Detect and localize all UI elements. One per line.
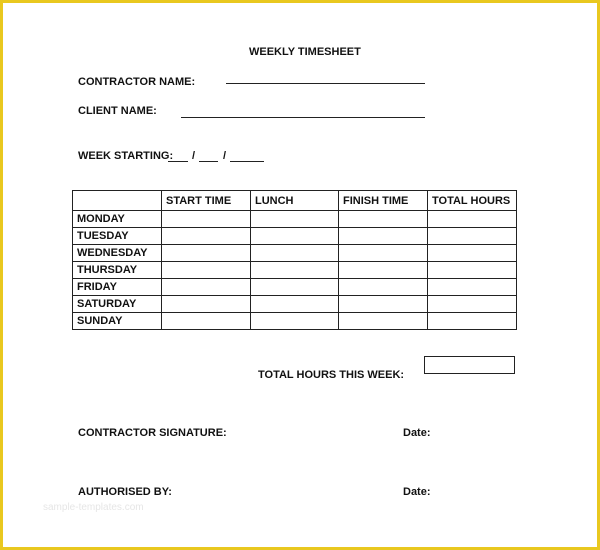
day-label: MONDAY	[73, 211, 162, 228]
table-row	[73, 262, 517, 279]
lunch-cell[interactable]	[251, 313, 339, 330]
lunch-cell[interactable]	[251, 245, 339, 262]
lunch-cell[interactable]	[251, 296, 339, 313]
total-hours-cell[interactable]	[428, 245, 517, 262]
week-starting-year-line[interactable]	[230, 161, 264, 162]
total-hours-cell[interactable]	[428, 296, 517, 313]
day-label: TUESDAY	[73, 228, 162, 245]
day-label: SUNDAY	[73, 313, 162, 330]
client-name-label: CLIENT NAME:	[78, 105, 157, 117]
lunch-cell[interactable]	[251, 279, 339, 296]
watermark-text: sample-templates.com	[43, 502, 144, 513]
contractor-name-label: CONTRACTOR NAME:	[78, 76, 196, 88]
authorised-date-label: Date:	[403, 486, 431, 498]
total-hours-cell[interactable]	[428, 262, 517, 279]
table-header-blank	[73, 191, 162, 211]
start-time-cell[interactable]	[162, 262, 251, 279]
signature-date-label: Date:	[403, 427, 431, 439]
total-hours-cell[interactable]	[428, 228, 517, 245]
day-label: THURSDAY	[73, 262, 162, 279]
timesheet-table	[72, 190, 517, 330]
total-hours-cell[interactable]	[428, 211, 517, 228]
start-time-cell[interactable]	[162, 211, 251, 228]
total-hours-week-label: TOTAL HOURS THIS WEEK:	[258, 369, 405, 381]
table-row	[73, 313, 517, 330]
finish-time-cell[interactable]	[339, 296, 428, 313]
table-header-total-hours: TOTAL HOURS	[428, 191, 517, 211]
lunch-cell[interactable]	[251, 262, 339, 279]
table-header-row	[73, 191, 517, 211]
finish-time-cell[interactable]	[339, 279, 428, 296]
start-time-cell[interactable]	[162, 245, 251, 262]
start-time-cell[interactable]	[162, 313, 251, 330]
week-starting-label: WEEK STARTING:	[78, 150, 174, 162]
finish-time-cell[interactable]	[339, 262, 428, 279]
table-row	[73, 228, 517, 245]
finish-time-cell[interactable]	[339, 313, 428, 330]
week-starting-separator-1: /	[192, 150, 196, 162]
finish-time-cell[interactable]	[339, 228, 428, 245]
day-label: FRIDAY	[73, 279, 162, 296]
contractor-signature-label: CONTRACTOR SIGNATURE:	[78, 427, 227, 439]
total-hours-cell[interactable]	[428, 279, 517, 296]
lunch-cell[interactable]	[251, 228, 339, 245]
table-header-start-time: START TIME	[162, 191, 251, 211]
week-starting-separator-2: /	[223, 150, 227, 162]
contractor-name-line[interactable]	[226, 83, 425, 84]
week-starting-day-line[interactable]	[168, 161, 188, 162]
total-hours-cell[interactable]	[428, 313, 517, 330]
table-row	[73, 296, 517, 313]
finish-time-cell[interactable]	[339, 211, 428, 228]
table-row	[73, 211, 517, 228]
table-header-finish-time: FINISH TIME	[339, 191, 428, 211]
finish-time-cell[interactable]	[339, 245, 428, 262]
total-hours-week-box[interactable]	[424, 356, 515, 374]
week-starting-month-line[interactable]	[199, 161, 218, 162]
start-time-cell[interactable]	[162, 296, 251, 313]
lunch-cell[interactable]	[251, 211, 339, 228]
day-label: WEDNESDAY	[73, 245, 162, 262]
table-header-lunch: LUNCH	[251, 191, 339, 211]
client-name-line[interactable]	[181, 117, 425, 118]
authorised-by-label: AUTHORISED BY:	[78, 486, 172, 498]
table-row	[73, 245, 517, 262]
start-time-cell[interactable]	[162, 279, 251, 296]
day-label: SATURDAY	[73, 296, 162, 313]
table-row	[73, 279, 517, 296]
start-time-cell[interactable]	[162, 228, 251, 245]
document-title: WEEKLY TIMESHEET	[249, 46, 361, 58]
